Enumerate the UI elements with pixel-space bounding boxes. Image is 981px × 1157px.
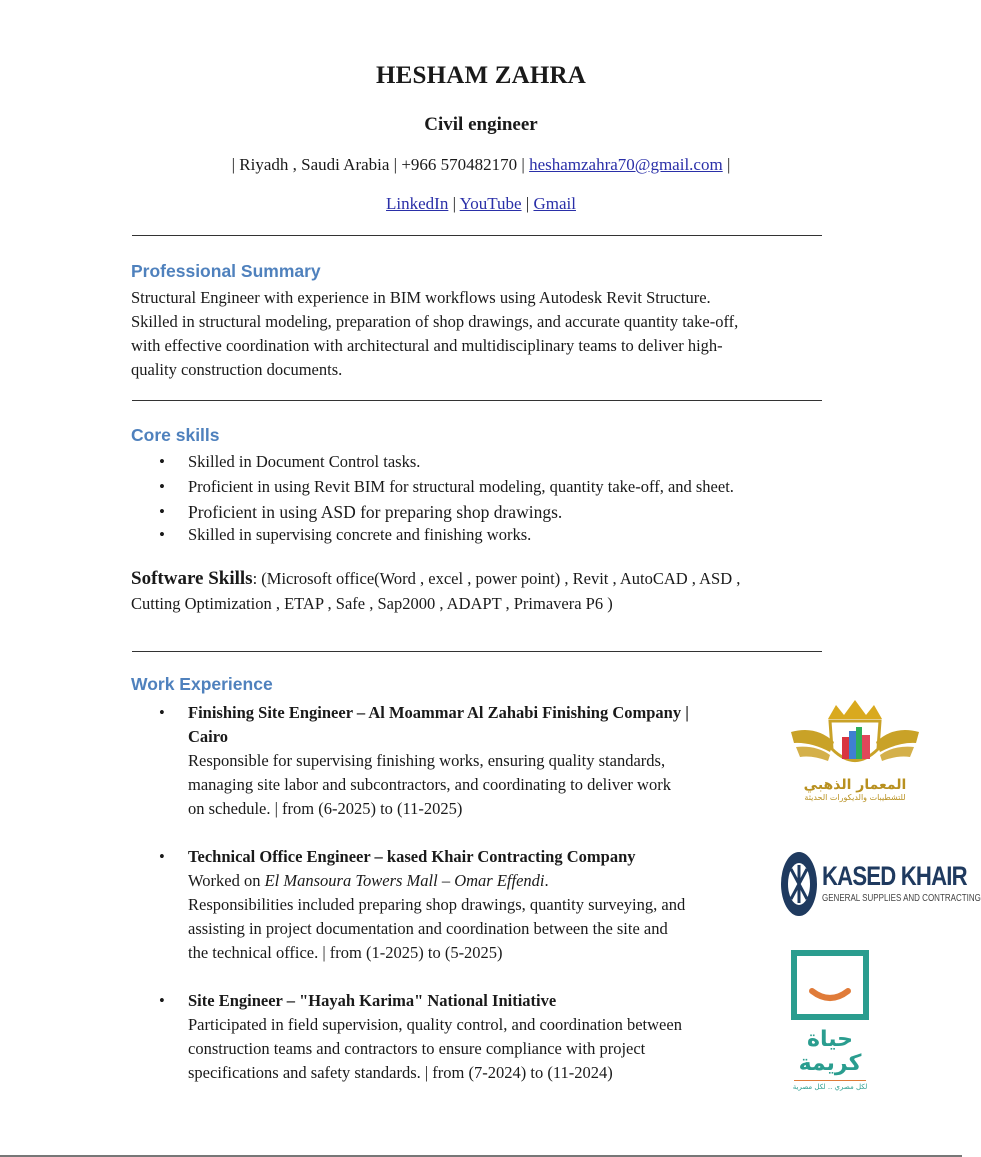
divider: [132, 400, 822, 401]
summary-line: Structural Engineer with experience in BIM workflows using Autodesk Revit Structure.: [131, 288, 711, 307]
job-desc-line: assisting in project documentation and coordination between the site and: [188, 919, 668, 938]
kased-khair-emblem-icon: [780, 851, 818, 917]
divider: [132, 651, 822, 652]
job-desc-line: managing site labor and subcontractors, and coordinating to deliver work: [188, 775, 671, 794]
logo-subtext: لكل مصري .. لكل مصرية: [792, 1083, 868, 1091]
smile-frame-icon: [788, 949, 872, 1021]
candidate-name: HESHAM ZAHRA: [375, 62, 587, 89]
summary-heading: Professional Summary: [131, 261, 321, 281]
job-role: Site Engineer – "Hayah Karima" National Initiative: [188, 991, 557, 1010]
divider: [132, 235, 822, 236]
logo-subtext: GENERAL SUPPLIES AND CONTRACTING: [822, 893, 981, 904]
core-skills-heading: Core skills: [131, 425, 220, 445]
core-skill-item: • Skilled in Document Control tasks.: [131, 452, 734, 477]
contact-line: [0, 155, 962, 175]
core-skill-item: • Proficient in using ASD for preparing shop drawings.: [131, 502, 734, 525]
project-name: El Mansoura Towers Mall – Omar Effendi: [264, 871, 545, 890]
bullet: •: [159, 703, 165, 722]
job-desc-line: the technical office. | from (1-2025) to (5-2025): [188, 943, 503, 962]
work-experience-heading: Work Experience: [131, 674, 273, 694]
core-skill-item: • Proficient in using Revit BIM for structural modeling, quantity take-off, and sheet.: [131, 477, 734, 502]
bullet: •: [159, 847, 165, 866]
profile-links: [0, 194, 962, 214]
logo-divider: [794, 1080, 866, 1081]
linkedin-link[interactable]: LinkedIn: [386, 194, 449, 213]
job-entry: [131, 701, 771, 821]
hayah-karima-logo: [788, 949, 872, 1101]
summary-line: with effective coordination with architectural and multidisciplinary teams to deliver high-: [131, 336, 723, 355]
job-role: Finishing Site Engineer – Al Moammar Al Zahabi Finishing Company |: [188, 703, 689, 722]
core-skill-item: • Skilled in supervising concrete and finishing works.: [131, 525, 734, 549]
kased-khair-logo: [780, 849, 981, 919]
worked-on-label: Worked on: [188, 871, 265, 890]
al-moammar-logo: [786, 697, 924, 802]
link-separator: |: [525, 194, 530, 213]
job-project-line: [188, 869, 771, 893]
logo-text: حياة كريمة: [798, 1027, 862, 1076]
core-skills-list: [131, 452, 734, 549]
job-desc-line: specifications and safety standards. | from (7-2024) to (11-2024): [188, 1063, 613, 1082]
logo-text: المعمار الذهبي: [803, 777, 907, 793]
youtube-link[interactable]: YouTube: [459, 194, 522, 213]
software-skills-list: Cutting Optimization , ETAP , Safe , Sap2000 , ADAPT , Primavera P6 ): [131, 594, 613, 613]
candidate-title: Civil engineer: [424, 114, 538, 135]
contact-location-phone: | Riyadh , Saudi Arabia | +966 570482170 |: [231, 155, 525, 174]
job-desc-line: on schedule. | from (6-2025) to (11-2025): [188, 799, 463, 818]
summary-line: quality construction documents.: [131, 360, 343, 379]
job-desc-line: Responsibilities included preparing shop drawings, quantity surveying, and: [188, 895, 686, 914]
job-role: Technical Office Engineer – kased Khair Contracting Company: [188, 847, 636, 866]
logo-text: KASED KHAIR: [822, 861, 967, 891]
software-skills-label: Software Skills: [131, 568, 253, 589]
job-desc-line: construction teams and contractors to ensure compliance with project: [188, 1039, 646, 1058]
job-location: Cairo: [188, 727, 229, 746]
summary-text: [131, 286, 831, 382]
summary-line: Skilled in structural modeling, preparation of shop drawings, and accurate quantity take-off,: [131, 312, 739, 331]
punctuation: .: [544, 871, 549, 890]
bullet: •: [159, 991, 165, 1010]
link-separator: |: [452, 194, 457, 213]
job-desc-line: Responsible for supervising finishing works, ensuring quality standards,: [188, 751, 666, 770]
job-entry: [131, 989, 771, 1085]
contact-separator: |: [726, 155, 731, 174]
crown-wings-building-icon: [786, 697, 924, 772]
software-skills: [131, 566, 831, 616]
logo-subtext: للتشطيبات والديكورات الحديثة: [804, 793, 906, 802]
software-skills-list: : (Microsoft office(Word , excel , power point) , Revit , AutoCAD , ASD ,: [252, 569, 741, 588]
job-entry: [131, 845, 771, 965]
job-desc-line: Participated in field supervision, quality control, and coordination between: [188, 1015, 682, 1034]
email-link[interactable]: heshamzahra70@gmail.com: [529, 155, 723, 174]
gmail-link[interactable]: Gmail: [533, 194, 576, 213]
